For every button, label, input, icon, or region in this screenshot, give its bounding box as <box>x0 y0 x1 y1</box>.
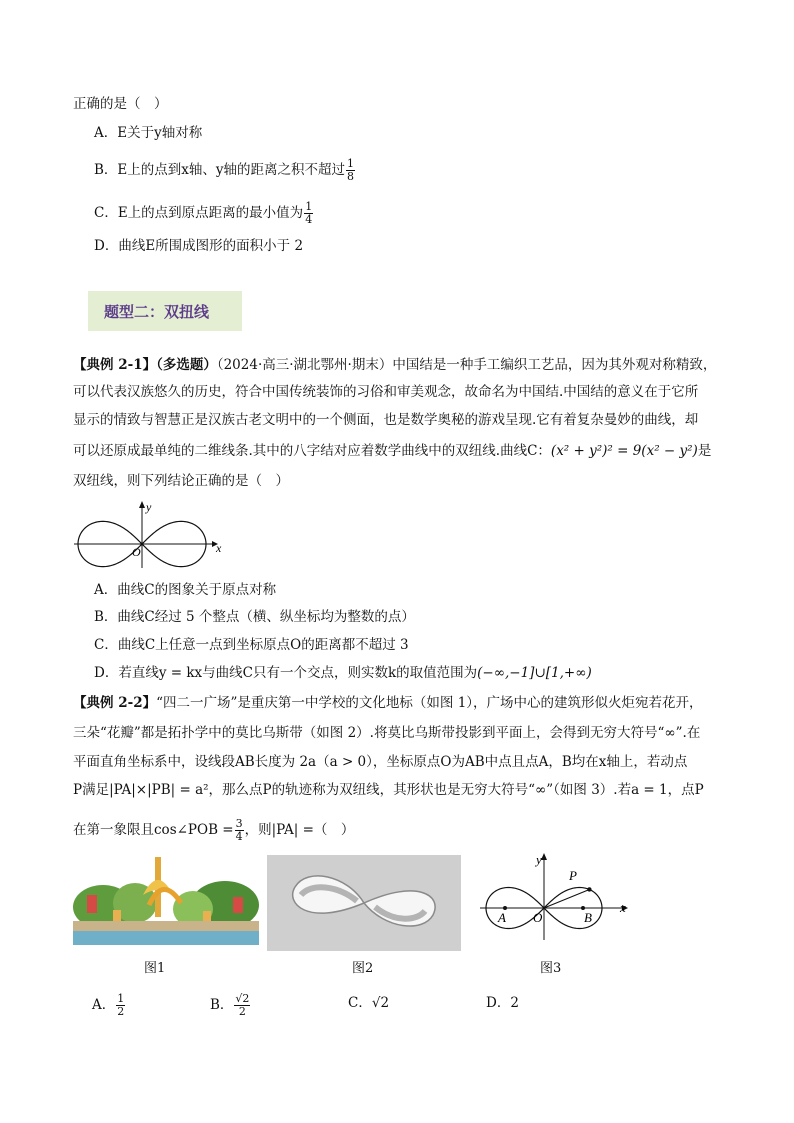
caption-fig3: 图3 <box>540 961 562 976</box>
p-label: P <box>569 868 577 883</box>
ex21-option-d: D．若直线y = kx与曲线C只有一个交点，则实数k的取值范围为(−∞,−1]∪[1,+∞) <box>94 665 592 681</box>
answer-b: B． $\frac{√2}{2}$ <box>210 992 250 1018</box>
option-b <box>94 158 356 183</box>
curve-equation: (x² + y²)² = 9(x² − y²) <box>550 443 698 459</box>
mobius-image <box>267 855 461 951</box>
example-2-2-line5: 在第一象限且cos∠POB = $\frac{3}{4}$ ，则|PA| =（ ） <box>73 817 355 843</box>
o-label: O <box>533 910 543 925</box>
pool <box>73 931 259 945</box>
y-label: y <box>146 500 152 514</box>
example-2-1-line2: 可以代表汉族悠久的历史，符合中国传统装饰的习俗和审美观念，故命名为中国结.中国结的意义在于它所 <box>73 384 699 400</box>
ex21-option-b: B．曲线C经过 5 个整点（横、纵坐标均为整数的点） <box>94 609 415 625</box>
example-tag: 【典例 2-2】 <box>73 695 157 711</box>
point-p <box>587 887 591 891</box>
example-2-1-line3: 显示的情致与智慧正是汉族古老文明中的一个侧面，也是数学奥秘的游戏呈现.它有着复杂曼妙的曲线，却 <box>73 412 699 428</box>
x-label: x <box>620 900 626 915</box>
question-intro: 正确的是（ ） <box>73 96 168 112</box>
option-c-text: C．E上的点到原点距离的最小值为 <box>94 205 304 221</box>
section-heading-text: 题型二：双扭线 <box>104 303 210 321</box>
section-heading <box>88 291 242 331</box>
y-axis-arrow <box>139 501 145 508</box>
fraction-three-quarters: $\frac{3}{4}$ <box>235 817 243 843</box>
fraction-one-eighth: $\frac{1}{8}$ <box>347 157 355 183</box>
x-label: x <box>216 541 222 555</box>
k-range: (−∞,−1]∪[1,+∞) <box>477 665 592 681</box>
fraction-one-half: $\frac{1}{2}$ <box>117 992 125 1018</box>
y-label: y <box>536 852 542 867</box>
option-d: D．曲线E所围成图形的面积小于 2 <box>94 238 304 254</box>
ex21-option-a: A．曲线C的图象关于原点对称 <box>94 582 277 598</box>
segment-op <box>544 889 589 908</box>
example-2-2-line4: P满足|PA|×|PB| = a²，那么点P的轨迹称为双纽线，其形状也是无穷大符号“∞”（如图 3）.若a = 1，点P <box>73 782 704 798</box>
option-a: A．E关于y轴对称 <box>94 125 203 141</box>
example-2-1-line1: 【典例 2-1】（多选题）（2024·高三·湖北鄂州·期末）中国结是一种手工编织工艺品，因为其外观对称精致， <box>73 357 717 373</box>
caption-fig1: 图1 <box>144 961 166 976</box>
example-2-2-line3: 平面直角坐标系中，设线段AB长度为 2a（a > 0），坐标原点O为AB中点且点A，B均在x轴上，若动点 <box>73 754 688 770</box>
example-2-2-line2: 三朵“花瓣”都是拓扑学中的莫比乌斯带（如图 2）.将莫比乌斯带投影到平面上，会得到无穷大符号“∞”.在 <box>73 725 701 741</box>
option-c <box>94 201 314 226</box>
example-2-1-line5: 双纽线，则下列结论正确的是（ ） <box>73 473 289 489</box>
answer-d: D．2 <box>486 995 519 1011</box>
lemniscate-figure-3 <box>474 850 634 942</box>
ex21-option-c: C．曲线C上任意一点到坐标原点O的距离都不超过 3 <box>94 637 409 653</box>
answer-a: A． $\frac{1}{2}$ <box>92 992 125 1018</box>
example-2-2-line1: 【典例 2-2】“四二一广场”是重庆第一中学校的文化地标（如图 1），广场中心的建筑形似火炬宛若花开， <box>73 695 703 711</box>
a-label: A <box>498 910 506 925</box>
b-label: B <box>584 910 592 925</box>
plaza-image <box>73 855 259 947</box>
caption-fig2: 图2 <box>352 961 374 976</box>
option-b-text: B．E上的点到x轴、y轴的距离之积不超过 <box>94 162 346 178</box>
example-2-1-line4: 可以还原成最单纯的二维线条.其中的八字结对应着数学曲线中的双纽线.曲线C：(x² + y²)² = 9(x² − y²)是 <box>73 443 712 459</box>
origin-label: O <box>132 545 141 559</box>
example-tag: 【典例 2-1】 <box>73 357 157 373</box>
fraction-one-quarter: $\frac{1}{4}$ <box>305 200 313 226</box>
lemniscate-figure <box>72 498 222 570</box>
multi-select-tag: （多选题） <box>156 357 217 373</box>
fraction-sqrt2-over-2: $\frac{√2}{2}$ <box>235 992 250 1018</box>
answer-c: C．√2 <box>348 995 390 1011</box>
